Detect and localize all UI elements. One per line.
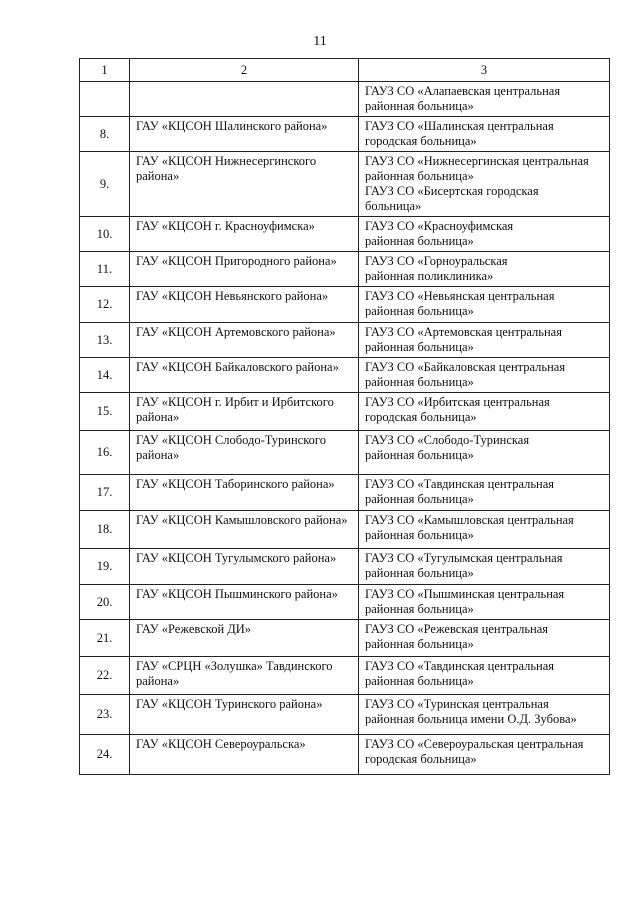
table-row xyxy=(80,735,610,775)
hospital-cell xyxy=(359,217,610,252)
row-number: 18. xyxy=(80,511,130,549)
hospital-name-line: ГАУЗ СО «Бисертская городская xyxy=(365,184,539,198)
hospital-cell xyxy=(359,393,610,431)
organization-name: ГАУ «КЦСОН Слободо-Туринского района» xyxy=(130,431,359,475)
organization-name xyxy=(130,82,359,117)
header-col-2: 2 xyxy=(130,59,359,82)
hospital-name-line: районная больница» xyxy=(365,448,474,462)
organization-name: ГАУ «КЦСОН г. Ирбит и Ирбитского района» xyxy=(130,393,359,431)
organization-name: ГАУ «КЦСОН Туринского района» xyxy=(130,695,359,735)
hospital-name-line: ГАУЗ СО «Невьянская центральная xyxy=(365,289,555,303)
organization-name: ГАУ «КЦСОН Таборинского района» xyxy=(130,475,359,511)
table-row xyxy=(80,217,610,252)
organization-name: ГАУ «СРЦН «Золушка» Тавдинского района» xyxy=(130,657,359,695)
hospital-cell xyxy=(359,475,610,511)
hospital-name-line: районная больница имени О.Д. Зубова» xyxy=(365,712,577,726)
hospital-cell xyxy=(359,695,610,735)
hospital-cell xyxy=(359,735,610,775)
hospital-cell xyxy=(359,252,610,287)
row-number: 8. xyxy=(80,117,130,152)
hospital-cell xyxy=(359,323,610,358)
row-number: 16. xyxy=(80,431,130,475)
hospital-name-line: больница» xyxy=(365,199,422,213)
hospital-name-line: городская больница» xyxy=(365,752,477,766)
organization-name: ГАУ «КЦСОН Шалинского района» xyxy=(130,117,359,152)
hospital-name-line: ГАУЗ СО «Туринская центральная xyxy=(365,697,549,711)
hospital-name-line: районная больница» xyxy=(365,674,474,688)
hospital-name-line: ГАУЗ СО «Тугулымская центральная xyxy=(365,551,563,565)
row-number: 9. xyxy=(80,152,130,217)
hospital-name-line: районная больница» xyxy=(365,304,474,318)
table-row xyxy=(80,695,610,735)
table-row xyxy=(80,620,610,657)
hospital-name-line: районная больница» xyxy=(365,169,474,183)
hospital-name-line: ГАУЗ СО «Шалинская центральная xyxy=(365,119,554,133)
hospital-name-line: ГАУЗ СО «Камышловская центральная xyxy=(365,513,574,527)
hospital-name-line: ГАУЗ СО «Байкаловская центральная xyxy=(365,360,566,374)
organization-name: ГАУ «КЦСОН Артемовского района» xyxy=(130,323,359,358)
row-number: 19. xyxy=(80,549,130,585)
table-row xyxy=(80,323,610,358)
row-number: 23. xyxy=(80,695,130,735)
table-row xyxy=(80,358,610,393)
table-row xyxy=(80,511,610,549)
organization-name: ГАУ «КЦСОН Пригородного района» xyxy=(130,252,359,287)
institutions-table xyxy=(79,58,610,775)
hospital-name-line: районная больница» xyxy=(365,375,474,389)
hospital-name-line: районная поликлиника» xyxy=(365,269,494,283)
table-header-row xyxy=(80,59,610,82)
hospital-name-line: ГАУЗ СО «Ирбитская центральная xyxy=(365,395,550,409)
hospital-name-line: районная больница» xyxy=(365,637,474,651)
table-row xyxy=(80,431,610,475)
row-number: 22. xyxy=(80,657,130,695)
hospital-name-line: городская больница» xyxy=(365,410,477,424)
hospital-name-line: ГАУЗ СО «Красноуфимская xyxy=(365,219,514,233)
header-col-3: 3 xyxy=(359,59,610,82)
table-row xyxy=(80,585,610,620)
hospital-name-line: ГАУЗ СО «Тавдинская центральная xyxy=(365,477,555,491)
hospital-name-line: районная больница» xyxy=(365,492,474,506)
hospital-name-line: районная больница» xyxy=(365,340,474,354)
hospital-name-line: ГАУЗ СО «Нижнесергинская центральная xyxy=(365,154,589,168)
page-number: 11 xyxy=(313,34,327,49)
hospital-cell xyxy=(359,152,610,217)
table-row xyxy=(80,117,610,152)
row-number xyxy=(80,82,130,117)
hospital-name-line: ГАУЗ СО «Североуральская центральная xyxy=(365,737,584,751)
row-number: 10. xyxy=(80,217,130,252)
table-row xyxy=(80,657,610,695)
row-number: 13. xyxy=(80,323,130,358)
hospital-name-line: районная больница» xyxy=(365,99,474,113)
table-body xyxy=(80,82,610,775)
hospital-name-line: ГАУЗ СО «Режевская центральная xyxy=(365,622,549,636)
row-number: 14. xyxy=(80,358,130,393)
hospital-name-line: ГАУЗ СО «Горноуральская xyxy=(365,254,508,268)
hospital-name-line: городская больница» xyxy=(365,134,477,148)
hospital-cell xyxy=(359,117,610,152)
hospital-cell xyxy=(359,287,610,323)
hospital-cell xyxy=(359,358,610,393)
table-row xyxy=(80,152,610,217)
organization-name: ГАУ «КЦСОН Североуральска» xyxy=(130,735,359,775)
table-row xyxy=(80,82,610,117)
hospital-cell xyxy=(359,620,610,657)
row-number: 24. xyxy=(80,735,130,775)
row-number: 15. xyxy=(80,393,130,431)
row-number: 17. xyxy=(80,475,130,511)
organization-name: ГАУ «КЦСОН Байкаловского района» xyxy=(130,358,359,393)
hospital-name-line: ГАУЗ СО «Пышминская центральная xyxy=(365,587,565,601)
header-col-1: 1 xyxy=(80,59,130,82)
table-row xyxy=(80,475,610,511)
hospital-cell xyxy=(359,82,610,117)
organization-name: ГАУ «КЦСОН Пышминского района» xyxy=(130,585,359,620)
table-row xyxy=(80,252,610,287)
organization-name: ГАУ «КЦСОН Камышловского района» xyxy=(130,511,359,549)
hospital-cell xyxy=(359,657,610,695)
table-row xyxy=(80,287,610,323)
hospital-cell xyxy=(359,511,610,549)
table-row xyxy=(80,393,610,431)
hospital-cell xyxy=(359,549,610,585)
hospital-cell xyxy=(359,585,610,620)
table-row xyxy=(80,549,610,585)
hospital-name-line: районная больница» xyxy=(365,234,474,248)
hospital-name-line: районная больница» xyxy=(365,602,474,616)
row-number: 20. xyxy=(80,585,130,620)
organization-name: ГАУ «Режевской ДИ» xyxy=(130,620,359,657)
row-number: 21. xyxy=(80,620,130,657)
row-number: 11. xyxy=(80,252,130,287)
hospital-name-line: районная больница» xyxy=(365,566,474,580)
row-number: 12. xyxy=(80,287,130,323)
hospital-name-line: ГАУЗ СО «Тавдинская центральная xyxy=(365,659,555,673)
organization-name: ГАУ «КЦСОН Нижнесергинского района» xyxy=(130,152,359,217)
hospital-cell xyxy=(359,431,610,475)
hospital-name-line: ГАУЗ СО «Алапаевская центральная xyxy=(365,84,561,98)
hospital-name-line: районная больница» xyxy=(365,528,474,542)
organization-name: ГАУ «КЦСОН Невьянского района» xyxy=(130,287,359,323)
organization-name: ГАУ «КЦСОН Тугулымского района» xyxy=(130,549,359,585)
hospital-name-line: ГАУЗ СО «Слободо-Туринская xyxy=(365,433,530,447)
organization-name: ГАУ «КЦСОН г. Красноуфимска» xyxy=(130,217,359,252)
hospital-name-line: ГАУЗ СО «Артемовская центральная xyxy=(365,325,562,339)
